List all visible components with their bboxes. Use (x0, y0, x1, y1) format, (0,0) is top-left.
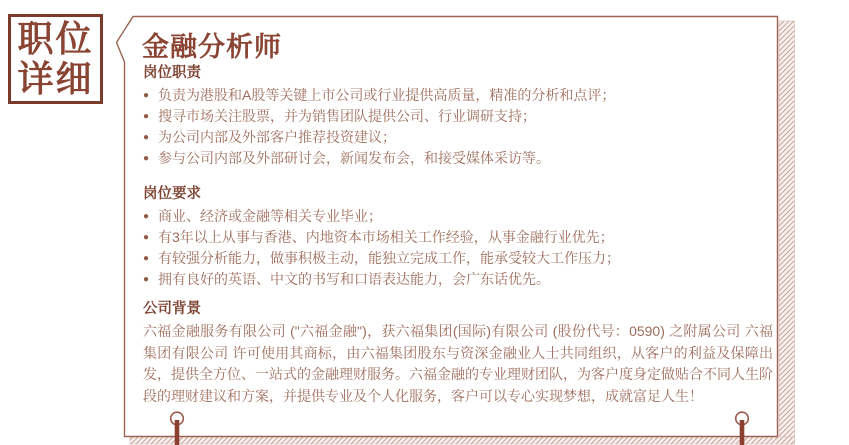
shadow-hatch-right (779, 21, 795, 444)
section-responsibilities (143, 64, 773, 169)
shadow-hatch-bottom (130, 437, 795, 444)
list-item (143, 106, 773, 127)
bullet-dot-icon: ● (143, 232, 150, 243)
bullet-dot-icon: ● (143, 90, 150, 101)
badge-line-2: 详细 (17, 58, 94, 99)
list-item (143, 127, 773, 148)
list-item-text: 有3年以上从事与香港、内地资本市场相关工作经验，从事金融行业优先； (158, 229, 614, 245)
page-title: 金融分析师 (142, 32, 282, 62)
section-heading: 岗位要求 (143, 186, 201, 202)
bullet-list (143, 206, 773, 290)
list-item-text: 参与公司内部及外部研讨会，新闻发布会，和接受媒体采访等。 (158, 150, 550, 166)
section-heading: 岗位职责 (143, 65, 201, 81)
section-heading: 公司背景 (143, 301, 201, 317)
bullet-dot-icon: ● (143, 211, 150, 222)
list-item (143, 269, 773, 290)
badge-line-1: 职位 (17, 18, 94, 59)
bullet-dot-icon: ● (143, 111, 150, 122)
list-item-text: 搜寻市场关注股票，并为销售团队提供公司、行业调研支持； (158, 108, 536, 124)
bullet-dot-icon: ● (143, 132, 150, 143)
list-item-text: 负责为港股和A股等关键上市公司或行业提供高质量，精准的分析和点评； (158, 87, 616, 103)
list-item (143, 248, 773, 269)
list-item-text: 商业、经济或金融等相关专业毕业； (158, 208, 382, 224)
list-item-text: 拥有良好的英语、中文的书写和口语表达能力，会广东话优先。 (158, 271, 550, 287)
bullet-dot-icon: ● (143, 274, 150, 285)
bullet-list (143, 85, 773, 169)
bullet-dot-icon: ● (143, 153, 150, 164)
job-description (143, 64, 773, 407)
company-background-text: 六福金融服务有限公司 ("六福金融")，获六福集团(国际)有限公司 (股份代号：0590) 之附属公司 六福集团有限公司 许可使用其商标，由六福集团股东与资深金融业人士共同组织，从客户的利益及保障出发，提供全方位、一站式的金融理财服务。六福金融的专业理财团队，为客户度身定做贴合不同人生阶段的理财建议和方案，并提供专业及个人化服务，客户可以专心实现梦想，成就富足人生！ (143, 323, 773, 404)
list-item (143, 85, 773, 106)
job-detail-badge (8, 14, 103, 104)
section-company-background (143, 300, 773, 407)
section-requirements (143, 185, 773, 290)
list-item (143, 206, 773, 227)
bullet-dot-icon: ● (143, 253, 150, 264)
list-item-text: 为公司内部及外部客户推荐投资建议； (158, 129, 396, 145)
list-item-text: 有较强分析能力，做事积极主动，能独立完成工作，能承受较大工作压力； (158, 250, 620, 266)
list-item (143, 227, 773, 248)
list-item (143, 148, 773, 169)
